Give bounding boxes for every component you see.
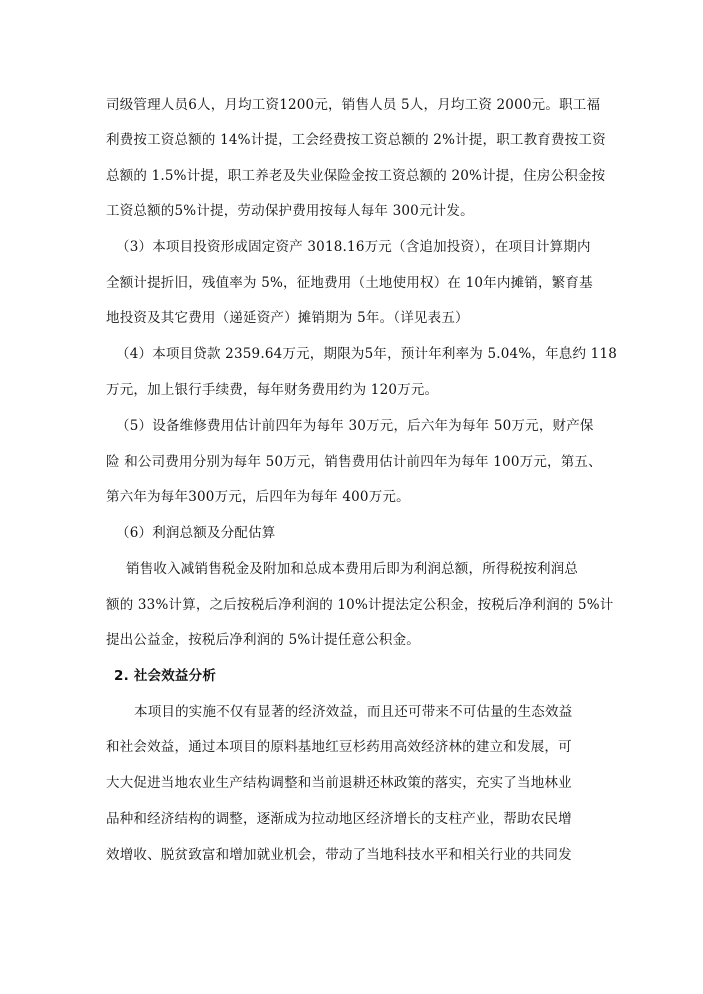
body-text-line: 效增收、脱贫致富和增加就业机会，带动了当地科技水平和相关行业的共同发 bbox=[106, 847, 572, 863]
body-text-line: 和社会效益，通过本项目的原料基地红豆杉药用高效经济林的建立和发展，可 bbox=[106, 739, 572, 755]
body-text-line: 大大促进当地农业生产结构调整和当前退耕还林政策的落实，充实了当地林业 bbox=[106, 775, 572, 791]
body-text-line: 第六年为每年300万元，后四年为每年 400万元。 bbox=[106, 489, 410, 505]
body-text-line: （4）本项目贷款 2359.64万元，期限为5年，预计年利率为 5.04%，年息约 118 bbox=[116, 346, 618, 362]
body-text-line: 提出公益金，按税后净利润的 5%计提任意公积金。 bbox=[106, 632, 421, 648]
body-text-line: 本项目的实施不仅有显著的经济效益，而且还可带来不可估量的生态效益 bbox=[134, 704, 573, 720]
body-text-line: 额的 33%计算，之后按税后净利润的 10%计提法定公积金，按税后净利润的 5%计 bbox=[106, 597, 614, 613]
subsection-heading: （6）利润总额及分配估算 bbox=[116, 525, 276, 541]
body-text-line: 地投资及其它费用（递延资产）摊销期为 5年。（详见表五） bbox=[106, 310, 469, 326]
body-text-line: 全额计提折旧，残值率为 5%，征地费用（土地使用权）在 10年内摊销，繁育基 bbox=[106, 275, 593, 291]
body-text-line: 总额的 1.5%计提，职工养老及失业保险金按工资总额的 20%计提，住房公积金按 bbox=[106, 168, 606, 184]
body-text-line: （3）本项目投资形成固定资产 3018.16万元（含追加投资），在项目计算期内 bbox=[116, 239, 591, 255]
body-text-line: 销售收入减销售税金及附加和总成本费用后即为利润总额，所得税按利润总 bbox=[126, 561, 579, 577]
body-text-line: （5）设备维修费用估计前四年为每年 30万元，后六年为每年 50万元，财产保 bbox=[116, 418, 594, 434]
body-text-line: 险 和公司费用分别为每年 50万元，销售费用估计前四年为每年 100万元，第五、 bbox=[106, 454, 602, 470]
body-text-line: 利费按工资总额的 14%计提，工会经费按工资总额的 2%计提，职工教育费按工资 bbox=[106, 132, 606, 148]
body-text-line: 工资总额的5%计提，劳动保护费用按每人每年 300元计发。 bbox=[106, 203, 474, 219]
section-heading: 2. 社会效益分析 bbox=[114, 668, 217, 684]
body-text-line: 司级管理人员6人，月均工资1200元，销售人员 5人，月均工资 2000元。职工福 bbox=[106, 97, 601, 113]
body-text-line: 品种和经济结构的调整，逐渐成为拉动地区经济增长的支柱产业，帮助农民增 bbox=[106, 811, 572, 827]
body-text-line: 万元，加上银行手续费，每年财务费用约为 120万元。 bbox=[106, 382, 439, 398]
